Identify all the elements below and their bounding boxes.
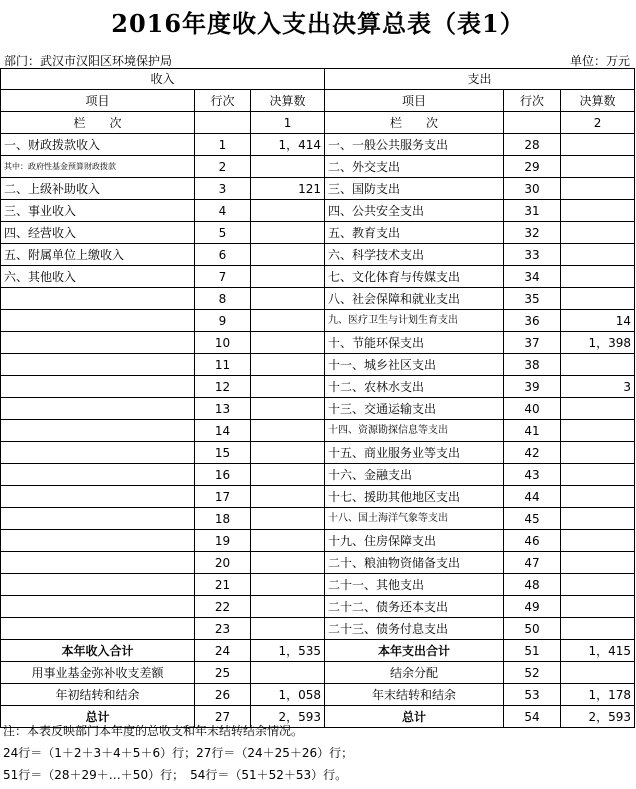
expense-row-no: 34 [504,266,561,288]
income-item [1,508,195,530]
income-row-no: 23 [195,618,251,640]
income-total-item: 年初结转和结余 [1,684,195,706]
income-amount [251,200,325,222]
income-row-no: 8 [195,288,251,310]
income-total-item: 本年收入合计 [1,640,195,662]
expense-amount [561,442,635,464]
expense-row-no: 44 [504,486,561,508]
expense-amount-header: 决算数 [561,90,635,112]
table-row [1,222,635,244]
income-row-no: 5 [195,222,251,244]
expense-row-no: 37 [504,332,561,354]
expense-row-no: 31 [504,200,561,222]
expense-item: 十九、住房保障支出 [325,530,504,552]
expense-col-index: 2 [561,112,635,134]
income-item [1,464,195,486]
table-row [1,288,635,310]
table-row [1,134,635,156]
expense-item: 五、教育支出 [325,222,504,244]
income-item: 二、上级补助收入 [1,178,195,200]
expense-item: 十、节能环保支出 [325,332,504,354]
income-row-no: 9 [195,310,251,332]
expense-col-index-empty [504,112,561,134]
expense-amount [561,618,635,640]
expense-item: 十二、农林水支出 [325,376,504,398]
income-row-no: 15 [195,442,251,464]
income-amount-header: 决算数 [251,90,325,112]
table-row [1,530,635,552]
expense-amount [561,398,635,420]
expense-amount [561,178,635,200]
expense-row-no: 40 [504,398,561,420]
table-row [1,596,635,618]
income-amount: 1，414 [251,134,325,156]
expense-total-amount [561,662,635,684]
expense-amount [561,222,635,244]
table-row [1,200,635,222]
income-row-no: 3 [195,178,251,200]
expense-row-no: 41 [504,420,561,442]
table-row [1,310,635,332]
table-row [1,244,635,266]
total-row [1,684,635,706]
table-row [1,420,635,442]
income-total-amount [251,662,325,684]
expense-item: 二十、粮油物资储备支出 [325,552,504,574]
expense-amount [561,134,635,156]
income-total-amount: 1，058 [251,684,325,706]
expense-amount: 1，398 [561,332,635,354]
expense-item: 一、一般公共服务支出 [325,134,504,156]
expense-amount [561,574,635,596]
expense-item: 十四、资源勘探信息等支出 [325,420,504,442]
table-row [1,508,635,530]
income-total-item: 用事业基金弥补收支差额 [1,662,195,684]
income-total-item: 总计 [1,706,195,728]
income-item [1,376,195,398]
income-amount [251,486,325,508]
expense-row-no: 47 [504,552,561,574]
income-item: 一、财政拨款收入 [1,134,195,156]
expense-row-no: 48 [504,574,561,596]
expense-item: 八、社会保障和就业支出 [325,288,504,310]
expense-total-amount: 1，178 [561,684,635,706]
table-row [1,332,635,354]
expense-amount [561,266,635,288]
table-row [1,156,635,178]
income-col-index-empty [195,112,251,134]
income-row-no: 11 [195,354,251,376]
expense-row-no: 46 [504,530,561,552]
expense-item: 十七、援助其他地区支出 [325,486,504,508]
table-row [1,266,635,288]
table-row [1,442,635,464]
expense-amount [561,156,635,178]
expense-total-row-no: 51 [504,640,561,662]
income-amount [251,310,325,332]
income-total-row-no: 26 [195,684,251,706]
expense-amount [561,530,635,552]
income-amount: 121 [251,178,325,200]
department-label: 部门：武汉市汉阳区环境保护局 [4,54,173,68]
income-amount [251,222,325,244]
expense-total-item: 总计 [325,706,504,728]
income-total-amount: 1，535 [251,640,325,662]
income-amount [251,398,325,420]
income-row-no: 7 [195,266,251,288]
expense-row-no: 43 [504,464,561,486]
table-row [1,464,635,486]
expense-total-item: 本年支出合计 [325,640,504,662]
table-row [1,376,635,398]
income-amount [251,464,325,486]
income-row-no: 20 [195,552,251,574]
expense-amount: 3 [561,376,635,398]
expense-item: 九、医疗卫生与计划生育支出 [325,310,504,332]
total-row [1,640,635,662]
expense-amount [561,464,635,486]
income-amount [251,574,325,596]
income-item-header: 项目 [1,90,195,112]
expense-row-no: 39 [504,376,561,398]
expense-row-no: 38 [504,354,561,376]
income-item [1,486,195,508]
income-item [1,310,195,332]
expense-row-no: 29 [504,156,561,178]
expense-amount [561,200,635,222]
expense-row-no: 49 [504,596,561,618]
expense-row-no: 36 [504,310,561,332]
footnote-line: 注：本表反映部门本年度的总收支和年末结转结余情况。 [3,724,304,738]
table-row [1,486,635,508]
income-row-no: 13 [195,398,251,420]
expense-row-no: 50 [504,618,561,640]
income-row-no: 19 [195,530,251,552]
footnote-line: 51行＝（28＋29＋…＋50）行； 54行＝（51＋52＋53）行。 [3,768,348,782]
expense-item: 二十三、债务付息支出 [325,618,504,640]
income-row-no: 17 [195,486,251,508]
expense-total-amount: 1，415 [561,640,635,662]
income-section-header: 收入 [1,69,325,90]
expense-item: 四、公共安全支出 [325,200,504,222]
income-item [1,618,195,640]
income-item [1,354,195,376]
table-row [1,398,635,420]
expense-item: 十五、商业服务业等支出 [325,442,504,464]
income-row-no: 10 [195,332,251,354]
income-amount [251,244,325,266]
income-item [1,596,195,618]
income-item: 四、经营收入 [1,222,195,244]
income-item: 六、其他收入 [1,266,195,288]
expense-item-header: 项目 [325,90,504,112]
income-amount [251,354,325,376]
expense-row-no: 30 [504,178,561,200]
section-header-row [1,69,635,90]
expense-row-no: 45 [504,508,561,530]
expense-amount: 14 [561,310,635,332]
expense-item: 十三、交通运输支出 [325,398,504,420]
expense-item: 三、国防支出 [325,178,504,200]
income-row-no: 16 [195,464,251,486]
page-title: 2016年度收入支出决算总表（表1） [111,9,525,38]
income-row-no: 18 [195,508,251,530]
budget-summary-table [0,68,635,728]
table-row [1,354,635,376]
income-item: 其中：政府性基金预算财政拨款 [1,156,195,178]
income-amount [251,156,325,178]
expense-total-item: 年末结转和结余 [325,684,504,706]
expense-col-label: 栏 次 [325,112,504,134]
column-index-row [1,112,635,134]
expense-item: 二、外交支出 [325,156,504,178]
column-header-row [1,90,635,112]
income-item [1,552,195,574]
expense-total-row-no: 53 [504,684,561,706]
expense-item: 六、科学技术支出 [325,244,504,266]
expense-amount [561,486,635,508]
expense-amount [561,288,635,310]
income-amount [251,376,325,398]
income-amount [251,420,325,442]
income-item [1,288,195,310]
table-row [1,552,635,574]
expense-item: 十六、金融支出 [325,464,504,486]
income-amount [251,618,325,640]
income-col-label: 栏 次 [1,112,195,134]
expense-item: 十一、城乡社区支出 [325,354,504,376]
expense-row-no: 33 [504,244,561,266]
expense-amount [561,354,635,376]
income-row-no: 22 [195,596,251,618]
income-item [1,420,195,442]
total-row [1,662,635,684]
expense-item: 七、文化体育与传媒支出 [325,266,504,288]
income-item [1,398,195,420]
expense-item: 二十二、债务还本支出 [325,596,504,618]
expense-row-no: 28 [504,134,561,156]
income-row-no: 2 [195,156,251,178]
income-amount [251,508,325,530]
income-total-row-no: 27 [195,706,251,728]
income-item [1,442,195,464]
footnote-line: 24行＝（1＋2＋3＋4＋5＋6）行；27行＝（24＋25＋26）行； [3,746,354,760]
expense-row-no: 35 [504,288,561,310]
income-amount [251,266,325,288]
income-amount [251,552,325,574]
income-item [1,574,195,596]
expense-amount [561,552,635,574]
expense-total-row-no: 52 [504,662,561,684]
income-row-no: 1 [195,134,251,156]
expense-item: 二十一、其他支出 [325,574,504,596]
income-row-no: 12 [195,376,251,398]
income-total-row-no: 25 [195,662,251,684]
income-amount [251,596,325,618]
expense-total-amount: 2，593 [561,706,635,728]
expense-total-row-no: 54 [504,706,561,728]
income-total-row-no: 24 [195,640,251,662]
table-row [1,178,635,200]
income-item: 五、附属单位上缴收入 [1,244,195,266]
expense-row-no: 42 [504,442,561,464]
income-item [1,530,195,552]
table-row [1,574,635,596]
income-amount [251,332,325,354]
income-row-no: 14 [195,420,251,442]
income-row-no: 4 [195,200,251,222]
expense-amount [561,420,635,442]
expense-rowno-header: 行次 [504,90,561,112]
unit-label: 单位：万元 [569,54,630,68]
income-item [1,332,195,354]
income-row-no: 21 [195,574,251,596]
income-total-amount: 2，593 [251,706,325,728]
expense-amount [561,244,635,266]
income-amount [251,530,325,552]
expense-row-no: 32 [504,222,561,244]
income-row-no: 6 [195,244,251,266]
income-amount [251,442,325,464]
income-col-index: 1 [251,112,325,134]
expense-total-item: 结余分配 [325,662,504,684]
income-rowno-header: 行次 [195,90,251,112]
expense-amount [561,596,635,618]
expense-section-header: 支出 [325,69,635,90]
expense-amount [561,508,635,530]
income-item: 三、事业收入 [1,200,195,222]
expense-item: 十八、国土海洋气象等支出 [325,508,504,530]
table-row [1,618,635,640]
income-amount [251,288,325,310]
